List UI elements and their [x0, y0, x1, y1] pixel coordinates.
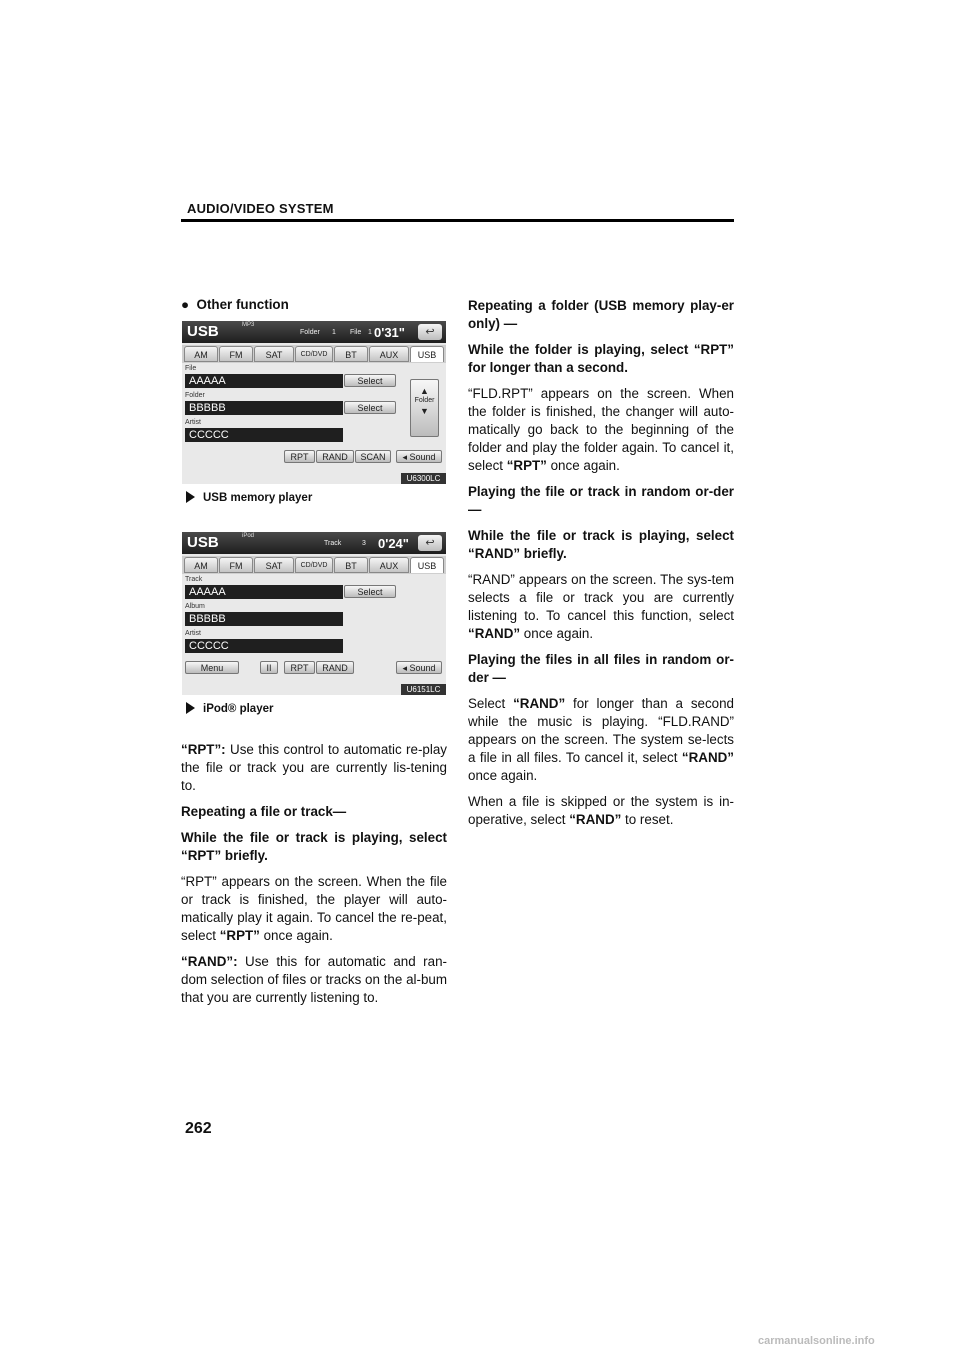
tab-aux[interactable]: AUX [369, 346, 409, 362]
file-field: AAAAA [185, 374, 343, 388]
section-title: AUDIO/VIDEO SYSTEM [187, 201, 334, 216]
page-number: 262 [185, 1120, 212, 1137]
all-random-body: Select “RAND” for longer than a second while the music is playing. “FLD.RAND” appears on the screen. The system se-lects a file in all files. To cancel it, select “RAND” once again. [468, 696, 734, 783]
rand-button[interactable]: RAND [316, 661, 354, 674]
mode-label: MP3 [242, 322, 255, 328]
arrow-icon [186, 491, 195, 503]
ipod-screen: USB iPod Track 3 0'24" ↩ AM FM SAT CD/DVD BT AUX USB Track AAAAA Select Album BBBBB Artist CCCCC Menu II RPT RAND ◂ Sound U6151LC [182, 532, 446, 695]
track-field: AAAAA [185, 585, 343, 599]
menu-button[interactable]: Menu [185, 661, 239, 674]
random-body: “RAND” appears on the screen. The sys-tem selects a file or track you are currently listening to. To cancel this function, select “RAND” once again. [468, 572, 734, 641]
tab-usb[interactable]: USB [410, 346, 444, 362]
artist-field: CCCCC [185, 639, 343, 653]
folder-down-icon[interactable]: ▼ [420, 406, 429, 416]
speaker-icon: ◂ [402, 452, 407, 462]
scan-button[interactable]: SCAN [355, 450, 391, 463]
caption-usb-player: USB memory player [186, 491, 312, 504]
random-heading: Playing the file or track in random or-der— [468, 484, 734, 517]
tab-am[interactable]: AM [184, 346, 218, 362]
rand-paragraph: “RAND”: Use this for automatic and ran-dom selection of files or tracks on the al-bum that you are currently listening to. [181, 954, 447, 1005]
tab-bt[interactable]: BT [334, 346, 368, 362]
return-button[interactable] [418, 324, 442, 340]
figure-code: U6300LC [401, 473, 446, 484]
arrow-icon [186, 702, 195, 714]
elapsed-time: 0'24" [378, 536, 409, 551]
speaker-icon: ◂ [402, 663, 407, 673]
caption-ipod-player: iPod® player [186, 702, 273, 715]
return-icon: ↩ [425, 326, 435, 338]
tab-am[interactable]: AM [184, 557, 218, 573]
usb-memory-screen: USB MP3 Folder 1 File 1 0'31" ↩ AM FM SAT CD/DVD BT AUX USB File AAAAA Select Folder BBBBB Select ▲ Folder ▼ Artist CCCCC RPT RAND SCAN ◂ Sound U6300LC [182, 321, 446, 484]
repeat-instruction: While the file or track is playing, select “RPT” briefly. [181, 830, 447, 863]
left-text-column [181, 741, 447, 1015]
tab-aux[interactable]: AUX [369, 557, 409, 573]
album-field: BBBBB [185, 612, 343, 626]
folder-field: BBBBB [185, 401, 343, 415]
repeat-heading: Repeating a file or track— [181, 804, 347, 819]
figure-code: U6151LC [401, 684, 446, 695]
return-button[interactable] [418, 535, 442, 551]
tab-bt[interactable]: BT [334, 557, 368, 573]
reset-body: When a file is skipped or the system is in-operative, select “RAND” to reset. [468, 794, 734, 827]
folder-body: “FLD.RPT” appears on the screen. When the folder is finished, the changer will auto-matically go back to the beginning of the folder and play the folder again. To cancel it, select “RPT” once again. [468, 386, 734, 473]
repeat-body: “RPT” appears on the screen. When the file or track is finished, the player will auto-matically play it again. To cancel the re-peat, select “RPT” once again. [181, 874, 447, 943]
folder-updown-button[interactable]: ▲ Folder ▼ [410, 379, 439, 437]
file-select-button[interactable]: Select [344, 374, 396, 387]
bullet-icon: ● [181, 297, 197, 312]
folder-heading: Repeating a folder (USB memory play-er only) — [468, 298, 734, 331]
tab-fm[interactable]: FM [219, 346, 253, 362]
footer-watermark: carmanualsonline.info [758, 1335, 875, 1347]
sound-button[interactable]: ◂ Sound [396, 661, 442, 674]
artist-field: CCCCC [185, 428, 343, 442]
folder-up-icon[interactable]: ▲ [420, 386, 429, 396]
folder-select-button[interactable]: Select [344, 401, 396, 414]
screen-title-bar: USB MP3 Folder 1 File 1 0'31" ↩ [182, 321, 446, 343]
random-instruction: While the file or track is playing, select “RAND” briefly. [468, 528, 734, 561]
return-icon: ↩ [425, 537, 435, 549]
screen-title: USB [187, 534, 219, 551]
track-select-button[interactable]: Select [344, 585, 396, 598]
tab-cd-dvd[interactable]: CD/DVD [295, 557, 333, 573]
header-rule [181, 219, 734, 222]
screen-title: USB [187, 323, 219, 340]
elapsed-time: 0'31" [374, 325, 405, 340]
tab-fm[interactable]: FM [219, 557, 253, 573]
bullet-heading: ● Other function [181, 297, 289, 312]
tab-sat[interactable]: SAT [254, 346, 294, 362]
tab-sat[interactable]: SAT [254, 557, 294, 573]
rand-button[interactable]: RAND [316, 450, 354, 463]
mode-label: iPod [242, 533, 255, 539]
tab-cd-dvd[interactable]: CD/DVD [295, 346, 333, 362]
rpt-button[interactable]: RPT [284, 450, 315, 463]
all-random-heading: Playing the files in all files in random or-der — [468, 652, 734, 685]
pause-button[interactable]: II [260, 661, 278, 674]
rpt-button[interactable]: RPT [284, 661, 315, 674]
folder-instruction: While the folder is playing, select “RPT” for longer than a second. [468, 342, 734, 375]
rpt-paragraph: “RPT”: Use this control to automatic re-play the file or track you are currently lis-tening to. [181, 742, 447, 793]
sound-button[interactable]: ◂ Sound [396, 450, 442, 463]
source-tabs [182, 345, 446, 363]
right-text-column [468, 297, 734, 837]
source-tabs [182, 556, 446, 574]
screen-title-bar: USB iPod Track 3 0'24" ↩ [182, 532, 446, 554]
tab-usb[interactable]: USB [410, 557, 444, 573]
